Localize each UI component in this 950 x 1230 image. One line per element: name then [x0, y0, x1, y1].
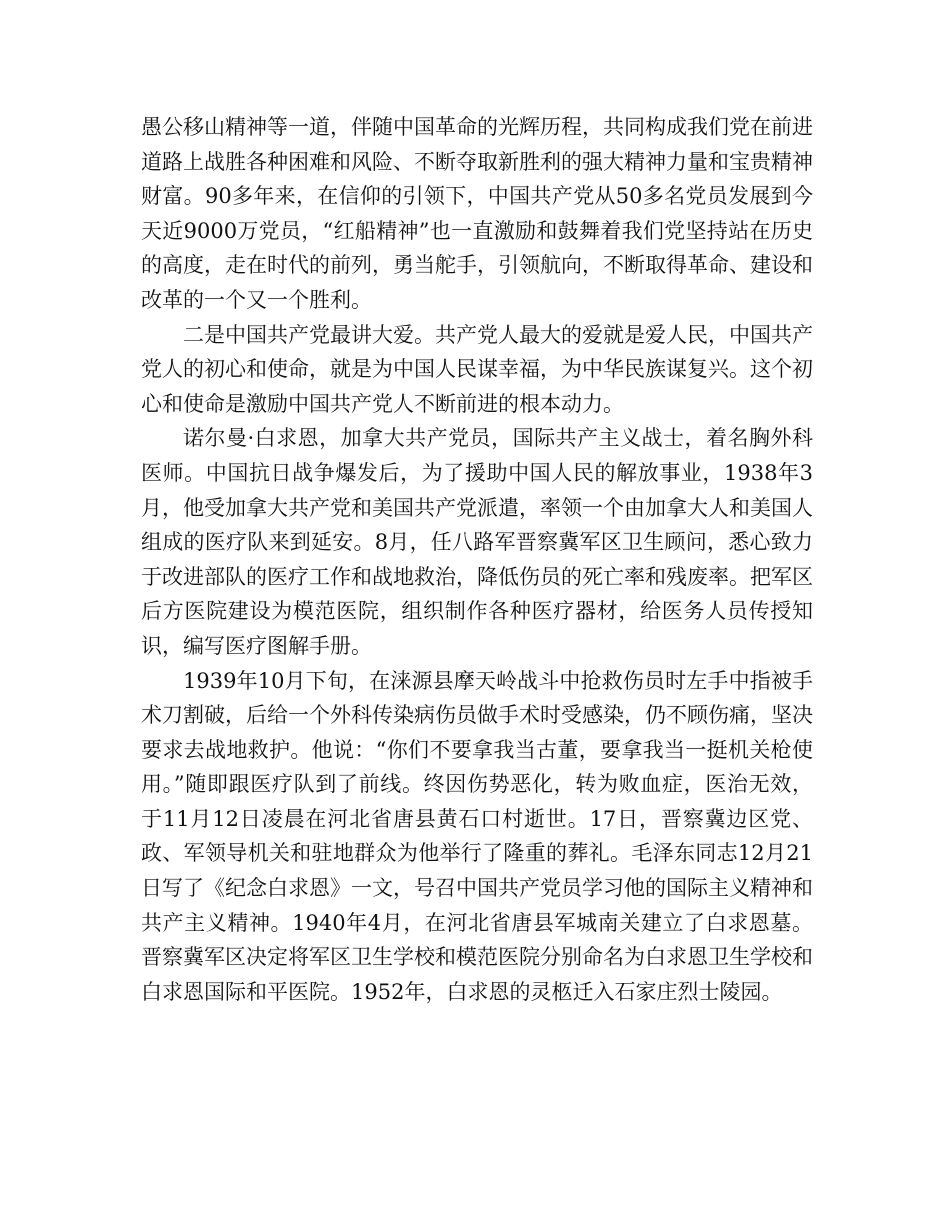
paragraph-continuation: 愚公移山精神等一道，伴随中国革命的光辉历程，共同构成我们党在前进道路上战胜各种困难和风险、不断夺取新胜利的强大精神力量和宝贵精神财富。90多年来，在信仰的引领下，中国共产党从50多名党员发展到今天近9000万党员，“红船精神”也一直激励和鼓舞着我们党坚持站在历史的高度，走在时代的前列，勇当舵手，引领航向，不断取得革命、建设和改革的一个又一个胜利。 — [141, 115, 813, 312]
paragraph-great-love: 二是中国共产党最讲大爱。共产党人最大的爱就是爱人民，中国共产党人的初心和使命，就是为中国人民谋幸福，为中华民族谋复兴。这个初心和使命是激励中国共产党人不断前进的根本动力。 — [141, 322, 813, 416]
paragraph-bethune-intro: 诺尔曼·白求恩，加拿大共产党员，国际共产主义战士，着名胸外科医师。中国抗日战争爆发后，为了援助中国人民的解放事业，1938年3月，他受加拿大共产党和美国共产党派遣，率领一个由加拿大人和美国人组成的医疗队来到延安。8月，任八路军晋察冀军区卫生顾问，悉心致力于改进部队的医疗工作和战地救治，降低伤员的死亡率和残废率。把军区后方医院建设为模范医院，组织制作各种医疗器材，给医务人员传授知识，编写医疗图解手册。 — [141, 426, 813, 658]
paragraph-bethune-death: 1939年10月下旬，在涞源县摩天岭战斗中抢救伤员时左手中指被手术刀割破，后给一个外科传染病伤员做手术时受感染，仍不顾伤痛，坚决要求去战地救护。他说：“你们不要拿我当古董，要拿我当一挺机关枪使用。”随即跟医疗队到了前线。终因伤势恶化，转为败血症，医治无效，于11月12日凌晨在河北省唐县黄石口村逝世。17日，晋察冀边区党、政、军领导机关和驻地群众为他举行了隆重的葬礼。毛泽东同志12月21日写了《纪念白求恩》一文，号召中国共产党员学习他的国际主义精神和共产主义精神。1940年4月，在河北省唐县军城南关建立了白求恩墓。晋察冀军区决定将军区卫生学校和模范医院分别命名为白求恩卫生学校和白求恩国际和平医院。1952年，白求恩的灵柩迁入石家庄烈士陵园。 — [141, 668, 813, 1004]
body-text — [141, 110, 813, 1009]
